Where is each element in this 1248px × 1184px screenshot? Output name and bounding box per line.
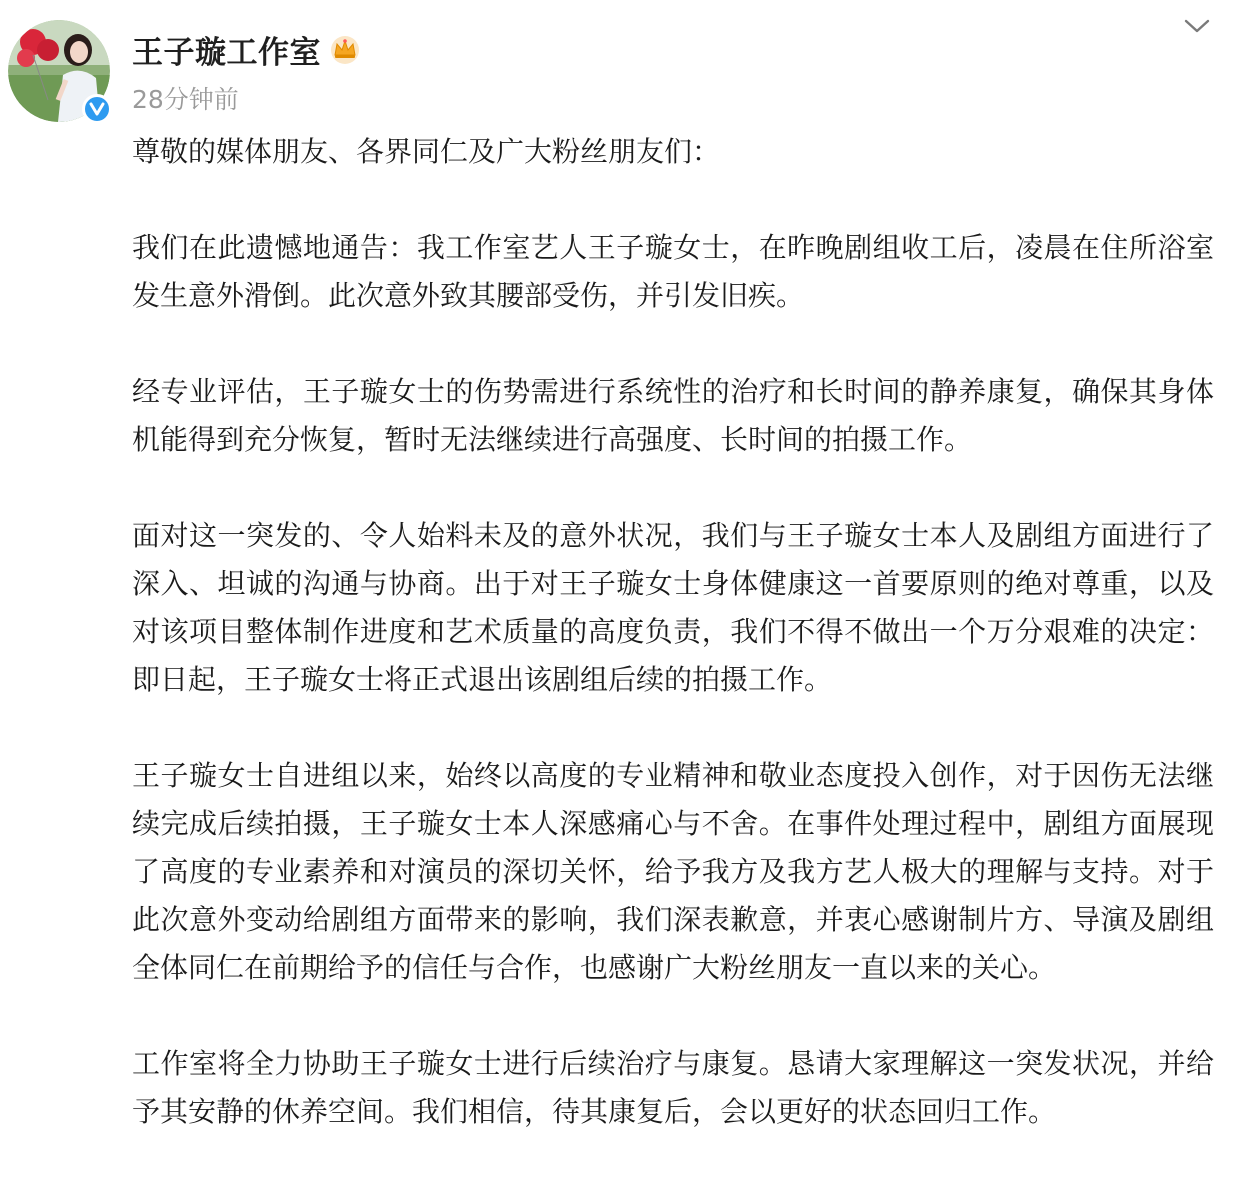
author-row <box>132 26 361 72</box>
post-paragraph: 我们在此遗憾地通告：我工作室艺人王子璇女士，在昨晚剧组收工后，凌晨在住所浴室发生意外滑倒。此次意外致其腰部受伤，并引发旧疾。 <box>132 231 1214 312</box>
post-timestamp: 28分钟前 <box>132 85 239 114</box>
chevron-down-icon <box>1180 12 1214 40</box>
post-paragraph: 工作室将全力协助王子璇女士进行后续治疗与康复。恳请大家理解这一突发状况，并给予其安静的休养空间。我们相信，待其康复后，会以更好的状态回归工作。 <box>132 1047 1214 1128</box>
verified-v-icon <box>82 94 112 124</box>
post-menu-button[interactable] <box>1180 12 1214 40</box>
post-paragraph: 经专业评估，王子璇女士的伤势需进行系统性的治疗和长时间的静养康复，确保其身体机能得到充分恢复，暂时无法继续进行高强度、长时间的拍摄工作。 <box>132 375 1214 456</box>
post-content <box>132 128 1214 1184</box>
author-name[interactable]: 王子璇工作室 <box>132 34 321 71</box>
crown-icon <box>329 34 361 64</box>
avatar[interactable] <box>8 20 110 122</box>
post-paragraph: 面对这一突发的、令人始料未及的意外状况，我们与王子璇女士本人及剧组方面进行了深入、坦诚的沟通与协商。出于对王子璇女士身体健康这一首要原则的绝对尊重，以及对该项目整体制作进度和艺术质量的高度负责，我们不得不做出一个万分艰难的决定：即日起，王子璇女士将正式退出该剧组后续的拍摄工作。 <box>132 519 1214 696</box>
post-paragraph: 尊敬的媒体朋友、各界同仁及广大粉丝朋友们： <box>132 135 721 168</box>
post-paragraph: 王子璇女士自进组以来，始终以高度的专业精神和敬业态度投入创作，对于因伤无法继续完成后续拍摄，王子璇女士本人深感痛心与不舍。在事件处理过程中，剧组方面展现了高度的专业素养和对演员的深切关怀，给予我方及我方艺人极大的理解与支持。对于此次意外变动给剧组方面带来的影响，我们深表歉意，并衷心感谢制片方、导演及剧组全体同仁在前期给予的信任与合作，也感谢广大粉丝朋友一直以来的关心。 <box>132 759 1214 984</box>
